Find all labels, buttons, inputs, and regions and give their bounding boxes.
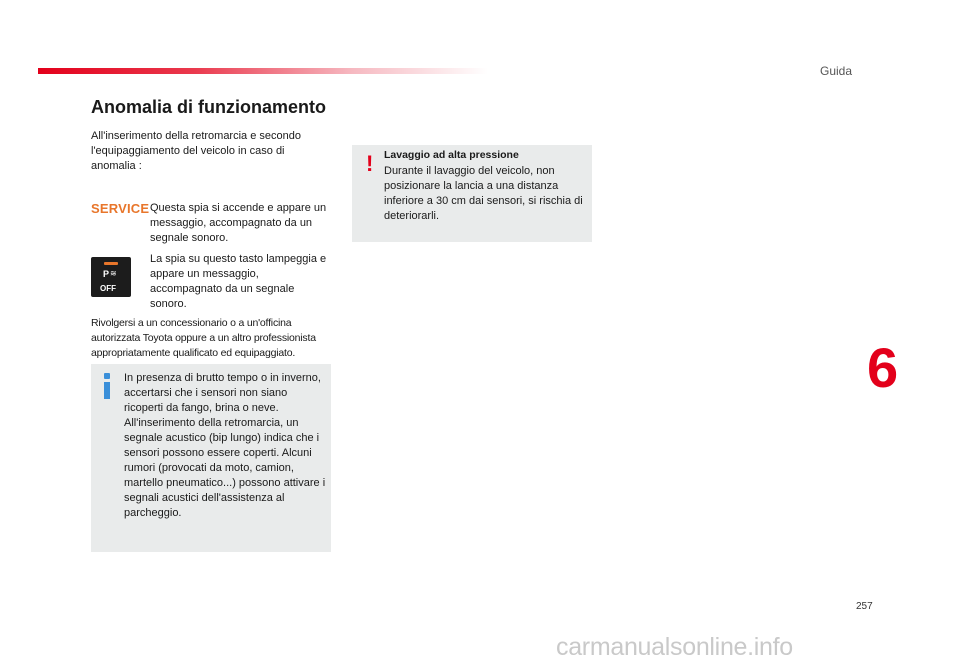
indicator-light-bar (104, 262, 118, 265)
park-assist-off-icon: P ≋ OFF (91, 257, 131, 297)
page-title: Anomalia di funzionamento (91, 97, 327, 117)
chapter-number: 6 (867, 336, 899, 399)
warning-box (352, 145, 592, 242)
intro-paragraph: All'inserimento della retromarcia e secondo l'equipaggiamento del veicolo in caso di anomalia : (91, 130, 301, 172)
warning-text: Durante il lavaggio del veicolo, non posizionare la lancia a una distanza inferiore a 30 cm dai sensori, si rischia di deteriorarli. (384, 165, 583, 222)
sensor-wave-glyph: ≋ (110, 269, 117, 278)
section-label: Guida (820, 64, 853, 78)
page-number: 257 (856, 601, 873, 612)
advice-paragraph: Rivolgersi a un concessionario o a un'officina autorizzata Toyota oppure a un altro professionista appropriatamente qualificato ed equipaggiato. (91, 317, 316, 359)
warning-title: Lavaggio ad alta pressione (384, 149, 519, 161)
exclamation-warning-icon: ! (366, 151, 374, 176)
info-text: In presenza di brutto tempo o in inverno, accertarsi che i sensori non siano ricoperti da fango, brina o neve. All'inserimento della retromarcia, un segnale acustico (bip lungo) indica che i sensori possono essere coperti. Alcuni rumori (provocati da moto, camion, martello pneumatico...) possono attivare i segnali acustici dell'assistenza al parcheggio. (124, 372, 326, 519)
info-icon (102, 373, 114, 399)
indicator-text: Questa spia si accende e appare un messaggio, accompagnato da un segnale sonoro. (150, 202, 327, 244)
header-accent-bar (38, 68, 488, 74)
watermark: carmanualsonline.info (556, 633, 793, 661)
info-box (91, 364, 331, 552)
service-warning-icon: SERVICE (91, 201, 150, 216)
indicator-text: La spia su questo tasto lampeggia e appare un messaggio, accompagnato da un segnale sonoro. (150, 253, 327, 310)
